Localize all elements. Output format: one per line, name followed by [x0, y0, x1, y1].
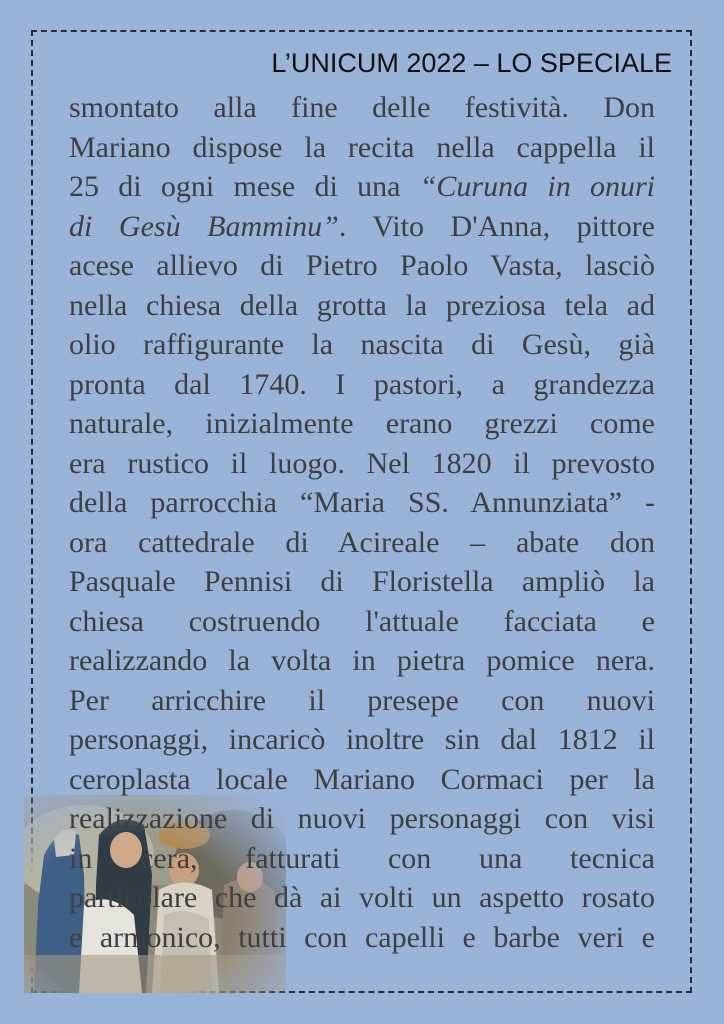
text-line: era rustico il luogo. Nel 1820 il prevosto: [69, 446, 655, 480]
text-line: ceroplasta locale Mariano Cormaci per la: [69, 762, 655, 796]
text-line: Pasquale Pennisi di Floristella ampliò la: [69, 565, 655, 598]
text-line: nella chiesa della grotta la preziosa tela ad: [69, 288, 655, 322]
text-line: 25 di ogni mese di una “Curuna in onuri: [69, 170, 655, 203]
text-line: particolare che dà ai volti un aspetto rosato: [69, 881, 655, 914]
text-line: della parrocchia “Maria SS. Annunziata” -: [69, 486, 655, 519]
text-line: acese allievo di Pietro Paolo Vasta, lasciò: [69, 249, 655, 282]
text-line: olio raffigurante la nascita di Gesù, già: [69, 328, 655, 361]
text-line: ora cattedrale di Acireale – abate don: [69, 525, 655, 559]
text-line: Per arricchire il presepe con nuovi: [69, 683, 655, 717]
text-line: personaggi, incaricò inoltre sin dal 1812 il: [69, 723, 655, 756]
text-line: di Gesù Bamminu”. Vito D'Anna, pittore: [69, 209, 655, 243]
text-line: naturale, inizialmente erano grezzi come: [69, 407, 655, 440]
text-line: smontato alla fine delle festività. Don: [69, 91, 655, 124]
text-line: pronta dal 1740. I pastori, a grandezza: [69, 367, 655, 401]
text-line: realizzazione di nuovi personaggi con visi: [69, 802, 655, 835]
text-line: in cera, fatturati con una tecnica: [69, 841, 655, 875]
text-line: Mariano dispose la recita nella cappella il: [69, 130, 655, 164]
text-line: chiesa costruendo l'attuale facciata e: [69, 604, 655, 638]
italic-quote: di Gesù Bamminu”: [69, 209, 339, 243]
page-header: L’UNICUM 2022 – LO SPECIALE: [271, 48, 672, 78]
text-line: e armonico, tutti con capelli e barbe veri e: [69, 920, 655, 954]
italic-quote: “Curuna in onuri: [419, 170, 655, 203]
article-body: [69, 88, 655, 957]
text-line: realizzando la volta in pietra pomice nera.: [69, 644, 655, 677]
